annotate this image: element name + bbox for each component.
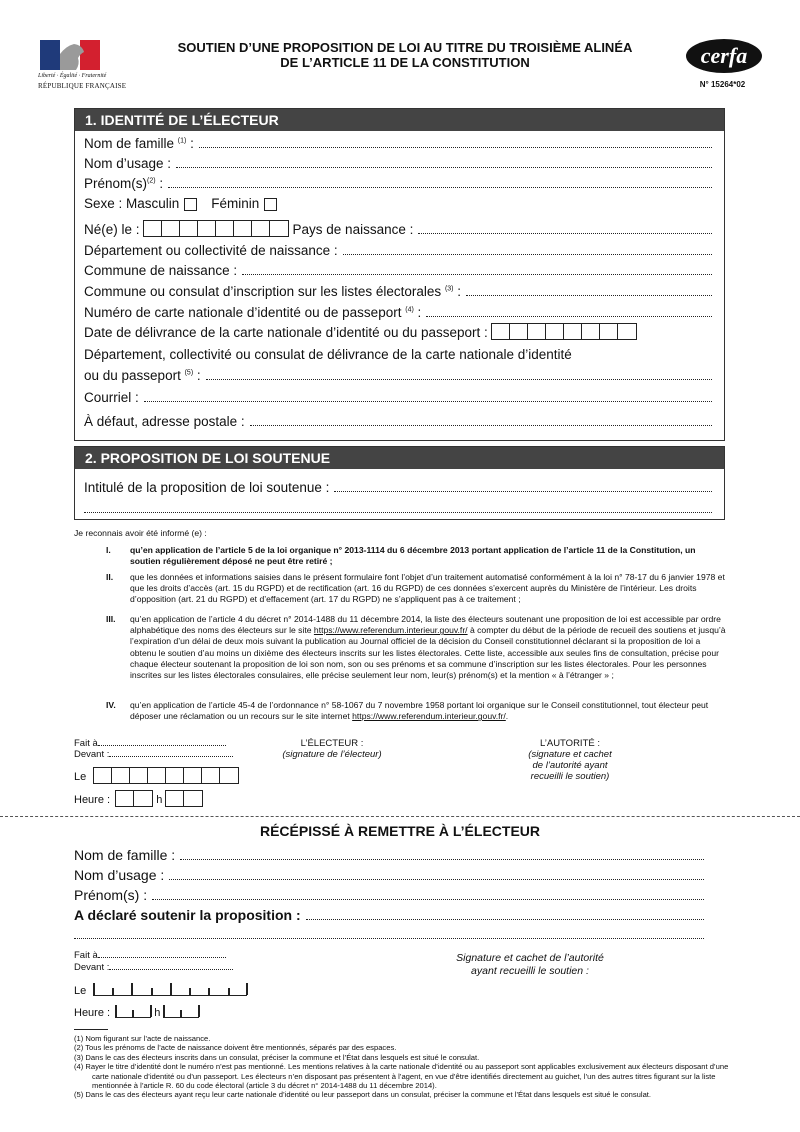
form-title-line1: SOUTIEN D’UNE PROPOSITION DE LOI AU TITRE DU TROISIÈME ALINÉA <box>177 40 633 55</box>
footnote-rule <box>74 1029 108 1030</box>
field-intitule-line2[interactable] <box>84 512 712 513</box>
republic-motto: Liberté · Égalité · Fraternité <box>38 73 107 79</box>
cerfa-number: N° 15264*02 <box>699 80 746 89</box>
sig1-heure-cells[interactable] <box>115 790 153 807</box>
marianne-logo <box>40 40 100 70</box>
sig1-minute-cells[interactable] <box>165 790 203 807</box>
legal-item-2: II. que les données et informations saisies dans le présent formulaire font l’objet d’un traitement automatisé conformément à la loi n° 78-17 du 6 janvier 1978 et que les droits d’accès (art. 15 du RGPD) et de rectification (art. 16 du RGPD) de ces données s’exercent auprès du Ministère de l’intérieur. Les droits d’opposition (art. 21 du RGPD) et d’effacement (art. 17 du RGPD) ne s’appliquent pas à ce traitement ; <box>106 572 725 605</box>
recepisse-fait-a[interactable]: Fait à <box>74 950 226 961</box>
recepisse-title: RÉCÉPISSÉ À REMETTRE À L’ÉLECTEUR <box>259 823 541 839</box>
form-title-line2: DE L’ARTICLE 11 DE LA CONSTITUTION <box>280 55 530 70</box>
section-proposition-title: 2. PROPOSITION DE LOI SOUTENUE <box>75 447 724 469</box>
field-numero-carte[interactable]: Numéro de carte nationale d’identité ou de passeport $^{(4)}$ : <box>84 305 712 320</box>
recepisse-prenoms[interactable]: Prénom(s) : <box>74 887 704 903</box>
field-departement-naissance[interactable]: Département ou collectivité de naissance : <box>84 243 712 258</box>
footnote-3: (3) Dans le cas des électeurs inscrits dans un consulat, préciser la commune et l’État dans lesquels est situé le consulat. <box>74 1052 480 1062</box>
field-prenoms[interactable]: $Prénom(s)^{(2)}$ : <box>84 176 712 191</box>
field-date-delivrance: Date de délivrance de la carte nationale d’identité ou du passeport : <box>84 323 712 340</box>
field-commune-inscription[interactable]: Commune ou consulat d’inscription sur les listes électorales $^{(3)}$ : <box>84 284 712 299</box>
recepisse-heure: Heure : h <box>74 1005 199 1019</box>
field-nom-usage[interactable]: Nom d’usage : <box>84 156 712 171</box>
recepisse-minute-cells[interactable] <box>163 1005 199 1018</box>
recepisse-nom-famille[interactable]: Nom de famille : <box>74 847 704 863</box>
recepisse-nom-usage[interactable]: Nom d’usage : <box>74 867 704 883</box>
field-nom-famille[interactable]: Nom de famille $^{(1)}$ : <box>84 136 712 151</box>
legal-intro: Je reconnais avoir été informé (e) : <box>74 528 207 538</box>
field-intitule[interactable]: Intitulé de la proposition de loi soutenue : <box>84 480 712 495</box>
republic-name: RÉPUBLIQUE FRANÇAISE <box>38 82 127 90</box>
footnote-2: (2) Tous les prénoms de l’acte de naissance doivent être mentionnés, séparés par des espaces. <box>74 1043 397 1053</box>
sig1-date: Le <box>74 767 239 784</box>
autorite-signature[interactable]: L’AUTORITÉ : (signature et cachet de l’autorité ayant recueilli le soutien) <box>528 738 612 782</box>
recepisse-devant[interactable]: Devant : <box>74 962 233 973</box>
footnotes <box>74 1034 734 1100</box>
referendum-link[interactable]: https://www.referendum.interieur.gouv.fr/ <box>352 711 506 722</box>
recepisse-autorite-signature[interactable]: Signature et cachet de l’autorité ayant recueilli le soutien : <box>456 952 604 977</box>
field-dep-delivrance[interactable]: ou du passeport $^{(5)}$ : <box>84 368 712 383</box>
checkbox-masculin[interactable] <box>184 198 197 211</box>
recepisse-date: Le <box>74 983 247 997</box>
cerfa-logo <box>684 36 764 76</box>
sig1-fait-a[interactable]: Fait à <box>74 738 226 749</box>
referendum-link[interactable]: https://www.referendum.interieur.gouv.fr/ <box>313 625 468 636</box>
sig1-date-cells[interactable] <box>93 767 239 784</box>
field-naissance: Né(e) le : Pays de naissance : <box>84 220 712 237</box>
checkbox-feminin[interactable] <box>264 198 277 211</box>
legal-item-3: III. qu’en application de l’article 4 du décret n° 2014-1488 du 11 décembre 2014, la liste des électeurs soutenant une proposition de loi est accessible par ordre alphabétique des noms des électeurs sur le site https://www.referendum.interieur.gouv.fr/ à compter du début de la période de recueil des soutiens et jusqu’à l’expiration d’un délai de deux mois suivant la publication au Journal officiel de la décision du Conseil constitutionnel déclarant si la proposition de loi a obtenu le soutien d’au moins un dixième des électeurs inscrits sur les listes électorales. Cette liste, accessible aux seules fins de consultation, précise pour chaque électeur soutenant la proposition de loi son nom, son ou ses prénoms et sa commune d’inscription sur les listes électorales. Pour les personnes inscrites sur les listes électorales consulaires, elle précise seulement leur nom, leur(s) prénom(s) et la mention « à l’étranger » ; <box>106 614 726 681</box>
sig1-heure: Heure : h <box>74 790 203 807</box>
svg-text:cerfa: cerfa <box>700 43 748 68</box>
footnote-1: (1) Nom figurant sur l’acte de naissance. <box>74 1034 211 1043</box>
section-identite-title: 1. IDENTITÉ DE L’ÉLECTEUR <box>75 109 724 131</box>
field-courriel[interactable]: Courriel : <box>84 390 712 405</box>
field-adresse-postale[interactable]: À défaut, adresse postale : <box>84 414 712 429</box>
date-naissance-cells[interactable] <box>143 220 289 237</box>
electeur-signature[interactable]: L’ÉLECTEUR : (signature de l’électeur) <box>282 738 382 760</box>
field-pays-naissance[interactable] <box>418 232 712 234</box>
sig1-devant[interactable]: Devant : <box>74 749 233 760</box>
recepisse-heure-cells[interactable] <box>115 1005 151 1018</box>
cut-line <box>0 816 800 817</box>
recepisse-proposition[interactable]: A déclaré soutenir la proposition : <box>74 907 704 923</box>
field-commune-naissance[interactable]: Commune de naissance : <box>84 263 712 278</box>
footnote-4: (4) Rayer le titre d’identité dont le numéro n’est pas mentionné. Les mentions relatives à la carte nationale d’identité ou au passeport sont applicables exclusivement aux électeurs disposant d’une carte nationale d’identité ou d’un passeport. Les électeurs n’en disposant pas présentent à l’agent, en vue d’être identifiés directement au guichet, l’un des autres titres figurant sur la liste mentionnée à l’article R. 60 du code électoral (article 3 du décret n° 2014-1488 du 11 décembre 2014). <box>74 1062 729 1091</box>
field-sexe: Sexe : Masculin Féminin <box>84 196 712 211</box>
recepisse-date-cells[interactable] <box>93 983 247 996</box>
label-dep-delivrance: Département, collectivité ou consulat de délivrance de la carte nationale d’identité <box>84 347 572 362</box>
legal-item-4: IV. qu’en application de l’article 45-4 de l’ordonnance n° 58-1067 du 7 novembre 1958 portant loi organique sur le Conseil constitutionnel, tout électeur peut déposer une réclamation ou un recours sur le site internet https://www.referendum.interieur.gouv.fr/. <box>106 700 709 722</box>
footnote-5: (5) Dans le cas des électeurs ayant reçu leur carte nationale d’identité ou leur passeport dans un consulat, préciser la commune et l’État dans lesquels est situé le consulat. <box>74 1090 652 1100</box>
recepisse-proposition-line2[interactable] <box>74 938 704 939</box>
date-delivrance-cells[interactable] <box>491 323 637 340</box>
legal-item-1: I. qu’en application de l’article 5 de la loi organique n° 2013-1114 du 6 décembre 2013 portant application de l’article 11 de la Constitution, un soutien régulièrement déposé ne peut être retiré ; <box>106 545 696 567</box>
